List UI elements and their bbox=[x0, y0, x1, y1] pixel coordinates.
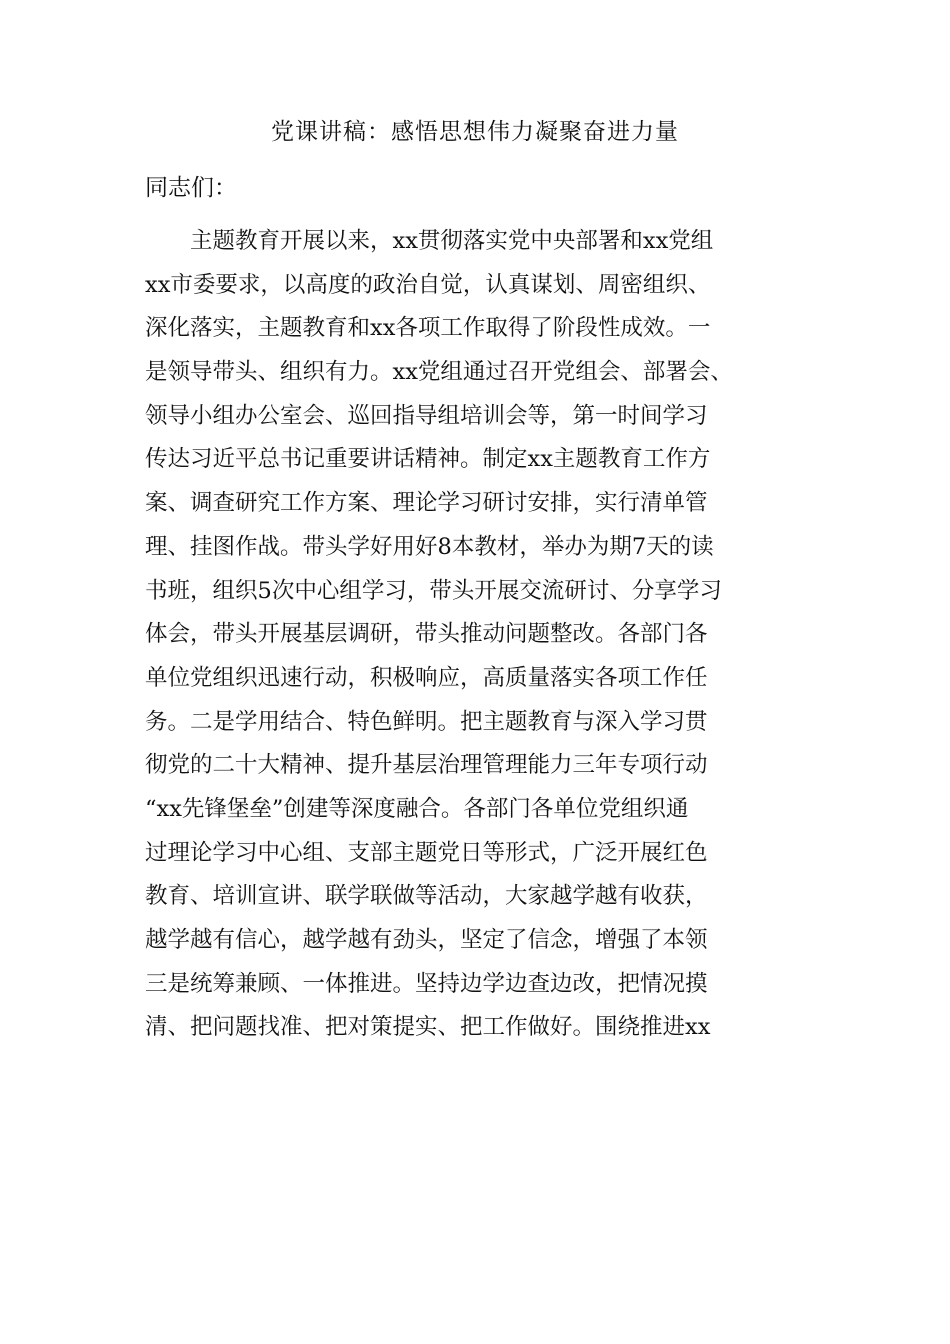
body-line: 是领导带头、组织有力。xx党组通过召开党组会、部署会、 bbox=[145, 359, 733, 386]
body-line: 主题教育开展以来，xx贯彻落实党中央部署和xx党组 bbox=[190, 228, 714, 254]
body-line: xx市委要求，以高度的政治自觉，认真谋划、周密组织、 bbox=[145, 271, 711, 298]
body-line: 务。二是学用结合、特色鲜明。把主题教育与深入学习贯 bbox=[145, 708, 708, 735]
body-line: 教育、培训宣讲、联学联做等活动，大家越学越有收获， bbox=[145, 883, 708, 910]
body-line: 三是统筹兼顾、一体推进。坚持边学边查边改，把情况摸 bbox=[145, 970, 708, 997]
body-line: 深化落实，主题教育和xx各项工作取得了阶段性成效。一 bbox=[145, 315, 711, 342]
salutation: 同志们： bbox=[145, 175, 237, 201]
document-title: 党课讲稿：感悟思想伟力凝聚奋进力量 bbox=[271, 119, 679, 145]
body-line: 领导小组办公室会、巡回指导组培训会等，第一时间学习 bbox=[145, 402, 708, 429]
body-line: 体会，带头开展基层调研，带头推动问题整改。各部门各 bbox=[145, 621, 708, 648]
body-line: 过理论学习中心组、支部主题党日等形式，广泛开展红色 bbox=[145, 839, 708, 866]
body-line: 书班，组织5次中心组学习，带头开展交流研讨、分享学习 bbox=[145, 577, 722, 604]
body-line: 彻党的二十大精神、提升基层治理管理能力三年专项行动 bbox=[145, 752, 708, 779]
body-line: 案、调查研究工作方案、理论学习研讨安排，实行清单管 bbox=[145, 490, 708, 517]
body-line: “xx先锋堡垒”创建等深度融合。各部门各单位党组织通 bbox=[145, 795, 689, 822]
body-line: 单位党组织迅速行动，积极响应，高质量落实各项工作任 bbox=[145, 664, 708, 691]
body-line: 理、挂图作战。带头学好用好8本教材，举办为期7天的读 bbox=[145, 533, 714, 560]
body-text bbox=[145, 220, 835, 1050]
body-line: 传达习近平总书记重要讲话精神。制定xx主题教育工作方 bbox=[145, 446, 711, 473]
body-line: 清、把问题找准、把对策提实、把工作做好。围绕推进xx bbox=[145, 1014, 711, 1041]
body-line: 越学越有信心，越学越有劲头，坚定了信念，增强了本领 bbox=[145, 927, 708, 953]
